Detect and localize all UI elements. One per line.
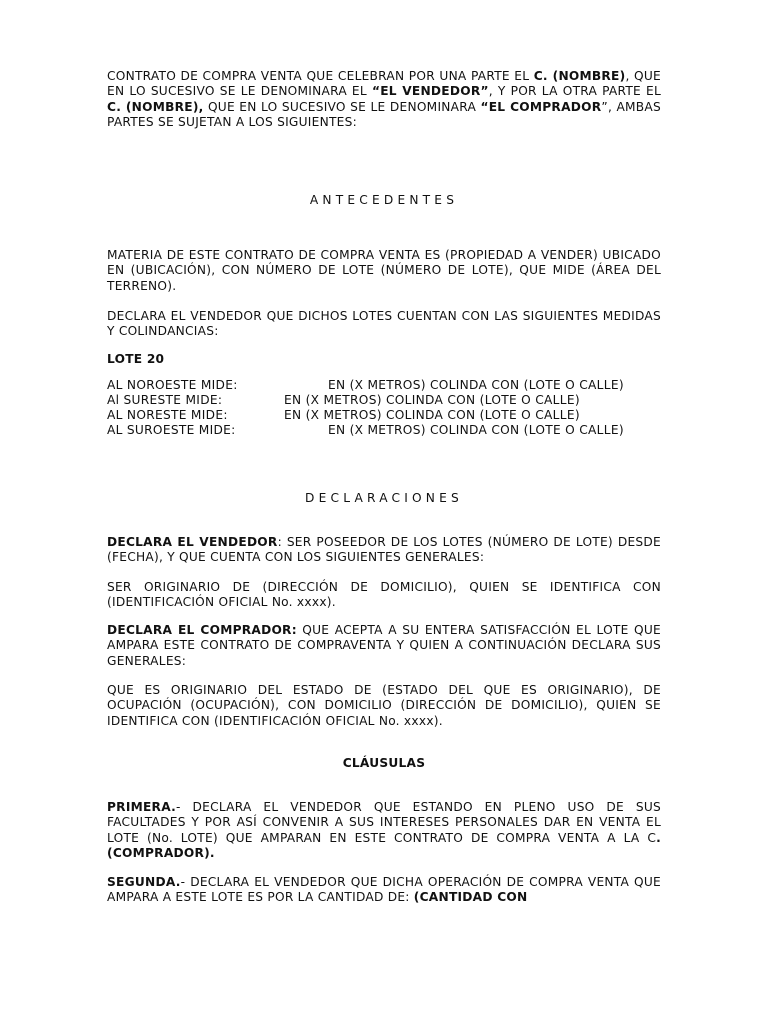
antecedentes-paragraph-1: MATERIA DE ESTE CONTRATO DE COMPRA VENTA ES (PROPIEDAD A VENDER) UBICADO EN (UBICACIÓN), CON NÚMERO DE LOTE (NÚMERO DE LOTE), QUE MIDE (ÁREA DEL TERRENO). xyxy=(107,248,661,293)
measure-row-noreste xyxy=(107,408,667,423)
measure-value: EN (X METROS) COLINDA CON (LOTE O CALLE) xyxy=(284,408,580,422)
measure-label: Al SURESTE MIDE: xyxy=(107,393,223,407)
declara-vendedor-label: DECLARA EL VENDEDOR xyxy=(107,535,278,549)
intro-text-5: ”, AMBAS PARTES SE SUJETAN A LOS SIGUIENTES: xyxy=(107,99,661,130)
clausulas-heading xyxy=(107,756,661,771)
measure-value: EN (X METROS) COLINDA CON (LOTE O CALLE) xyxy=(284,393,580,407)
clausula-segunda-amount: (CANTIDAD CON xyxy=(413,890,528,905)
buyer-designation: “EL COMPRADOR xyxy=(480,99,602,114)
intro-text-4: QUE EN LO SUCESIVO SE LE DENOMINARA xyxy=(203,99,481,114)
measure-row-suroeste xyxy=(107,423,667,438)
clausula-segunda-label: SEGUNDA. xyxy=(107,875,181,889)
clausula-primera-label: PRIMERA. xyxy=(107,800,176,814)
seller-name-placeholder: C. (NOMBRE) xyxy=(533,69,626,83)
buyer-name-placeholder: C. (NOMBRE), xyxy=(107,99,204,114)
declara-vendedor-paragraph xyxy=(107,535,661,566)
declara-comprador-label: DECLARA EL COMPRADOR: xyxy=(107,623,297,637)
lote-title xyxy=(107,352,661,367)
intro-text-1: CONTRATO DE COMPRA VENTA QUE CELEBRAN POR UNA PARTE EL xyxy=(107,69,534,83)
declara-comprador-text: QUE ACEPTA A SU ENTERA SATISFACCIÓN EL LOTE QUE AMPARA ESTE CONTRATO DE COMPRAVENTA Y QUIEN A CONTINUACIÓN DECLARA SUS GENERALES: xyxy=(107,623,661,668)
clausula-primera-paragraph xyxy=(107,800,661,862)
measure-label: AL SUROESTE MIDE: xyxy=(107,423,236,437)
measure-label: AL NORESTE MIDE: xyxy=(107,408,228,422)
clausula-primera-text: - DECLARA EL VENDEDOR QUE ESTANDO EN PLENO USO DE SUS FACULTADES Y POR ASÍ CONVENIR A SUS INTERESES PERSONALES DAR EN VENTA EL LOTE (No. LOTE) QUE AMPARAN EN ESTE CONTRATO DE COMPRA VENTA A LA C xyxy=(107,800,661,845)
antecedentes-heading: ANTECEDENTES xyxy=(309,193,459,207)
antecedentes-paragraph-2: DECLARA EL VENDEDOR QUE DICHOS LOTES CUENTAN CON LAS SIGUIENTES MEDIDAS Y COLINDANCIAS: xyxy=(107,309,661,339)
measure-value: EN (X METROS) COLINDA CON (LOTE O CALLE) xyxy=(328,423,624,437)
intro-text-3: , Y POR LA OTRA PARTE EL xyxy=(488,84,661,99)
clausulas-heading-text: CLÁUSULAS xyxy=(342,756,426,770)
seller-designation: “EL VENDEDOR” xyxy=(371,84,489,99)
comprador-generales-paragraph: QUE ES ORIGINARIO DEL ESTADO DE (ESTADO DEL QUE ES ORIGINARIO), DE OCUPACIÓN (OCUPACIÓN), CON DOMICILIO (DIRECCIÓN DE DOMICILIO), QUIEN SE IDENTIFICA CON (IDENTIFICACIÓN OFICIAL No. xxxx). xyxy=(107,683,661,728)
intro-text-2: , QUE EN LO SUCESIVO SE LE DENOMINARA EL xyxy=(107,69,661,99)
lote-label: LOTE 20 xyxy=(107,352,165,366)
vendedor-generales-paragraph: SER ORIGINARIO DE (DIRECCIÓN DE DOMICILIO), QUIEN SE IDENTIFICA CON (IDENTIFICACIÓN OFICIAL No. xxxx). xyxy=(107,580,661,610)
clausula-segunda-paragraph xyxy=(107,875,661,906)
clausula-segunda-text: - DECLARA EL VENDEDOR QUE DICHA OPERACIÓN DE COMPRA VENTA QUE AMPARA A ESTE LOTE ES POR LA CANTIDAD DE: xyxy=(107,875,661,905)
measures-list xyxy=(107,378,667,438)
declaraciones-heading: DECLARACIONES xyxy=(305,491,463,505)
declara-vendedor-text: : SER POSEEDOR DE LOS LOTES (NÚMERO DE LOTE) DESDE (FECHA), Y QUE CUENTA CON LOS SIGUIENTES GENERALES: xyxy=(107,535,661,565)
measure-row-noroeste xyxy=(107,378,667,393)
measure-value: EN (X METROS) COLINDA CON (LOTE O CALLE) xyxy=(328,378,624,392)
declara-comprador-paragraph xyxy=(107,623,661,669)
intro-paragraph xyxy=(107,69,661,131)
clausula-primera-buyer: . (COMPRADOR). xyxy=(107,830,661,861)
measure-row-sureste xyxy=(107,393,667,408)
measure-label: AL NOROESTE MIDE: xyxy=(107,378,238,392)
